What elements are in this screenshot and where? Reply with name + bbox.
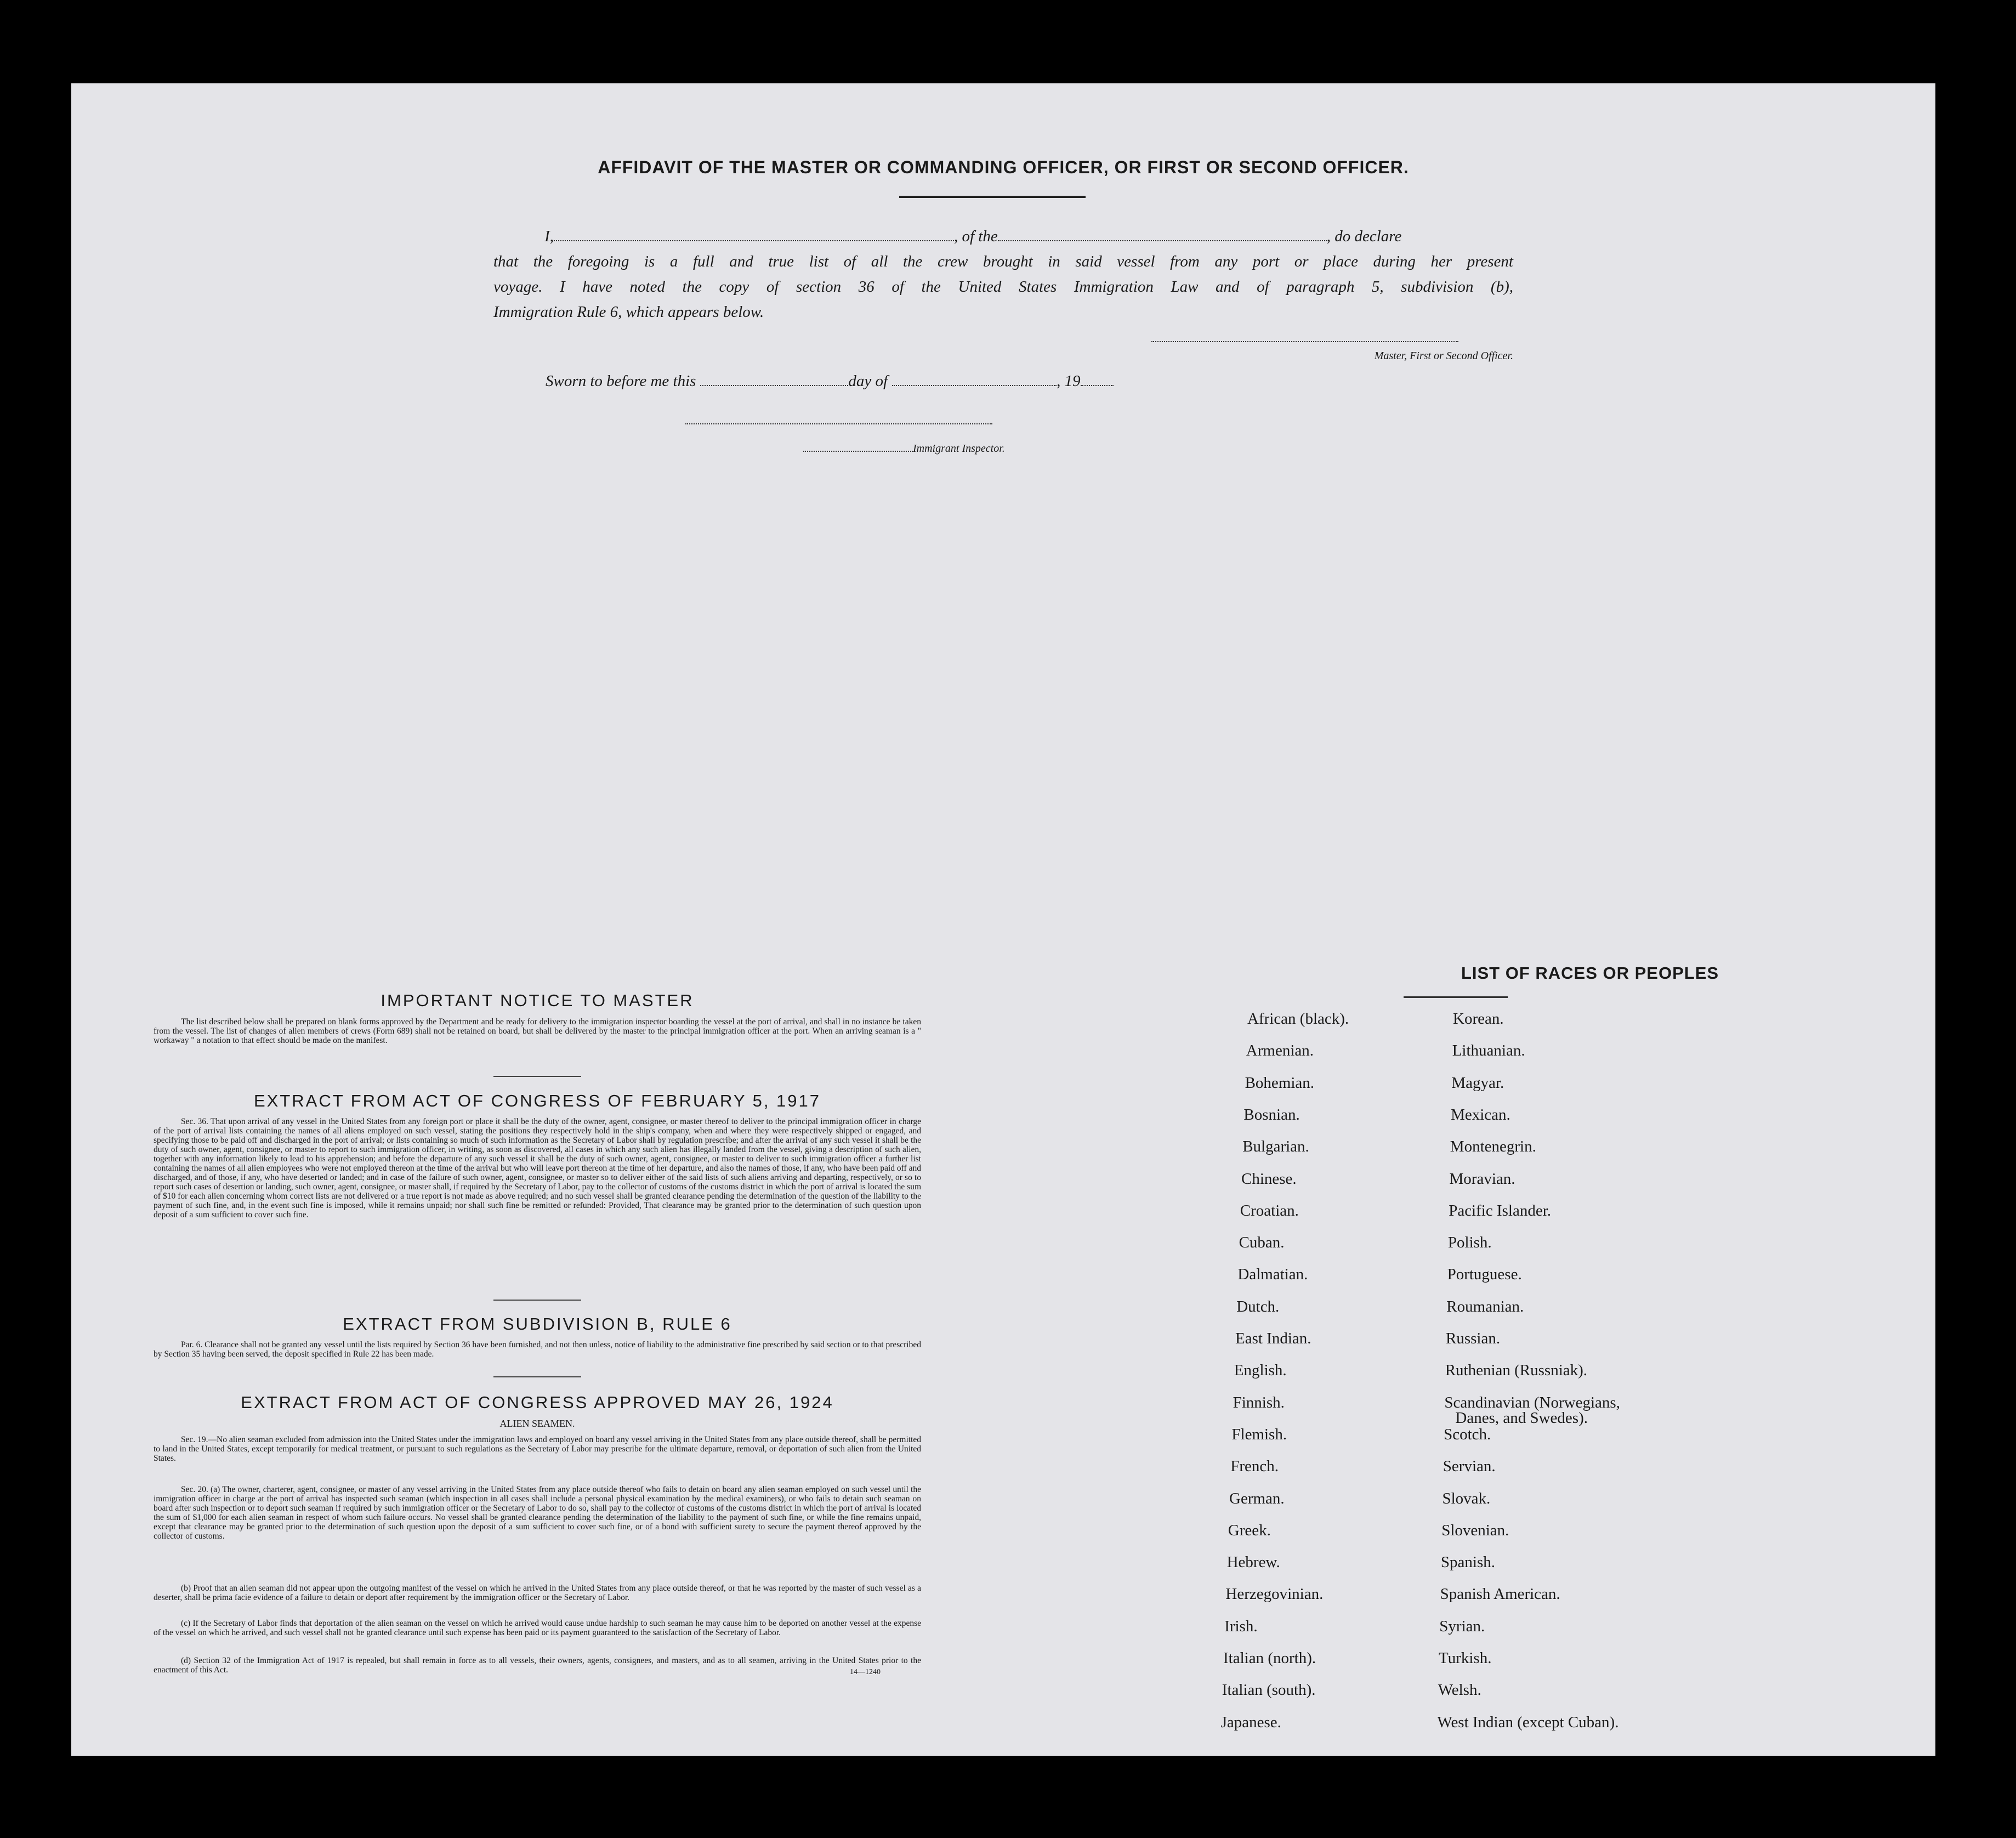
race-item: Armenian. [1246, 1042, 1314, 1060]
inspector-label: Immigrant Inspector. [913, 443, 1005, 455]
race-item: English. [1234, 1362, 1287, 1380]
race-item: Herzegovinian. [1225, 1585, 1324, 1603]
race-item: Dutch. [1236, 1297, 1280, 1315]
race-item: Spanish. [1440, 1553, 1495, 1572]
divider [493, 1300, 581, 1301]
race-item: Polish. [1447, 1234, 1492, 1252]
sec20d-body: (d) Section 32 of the Immigration Act of 1917 is repealed, but shall remain in force as to all vessels, their owners, agents, consignees, and masters, and as to all seamen, arriving in the United States prior to the enactment of this Act. [154, 1656, 921, 1675]
divider [493, 1076, 581, 1077]
race-item: Korean. [1453, 1010, 1504, 1028]
document-page [71, 83, 1935, 1756]
divider [493, 1376, 581, 1377]
race-item: Mexican. [1451, 1105, 1510, 1124]
notice-text [154, 1017, 921, 1045]
affidavit-do-declare: , do declare [1326, 228, 1402, 245]
race-item: Slovenian. [1441, 1521, 1509, 1539]
blank-day [700, 385, 848, 386]
blank-name [554, 240, 954, 241]
notice-heading: IMPORTANT NOTICE TO MASTER [381, 991, 694, 1010]
sec20c-text [154, 1619, 921, 1637]
extract-1917-heading: EXTRACT FROM ACT OF CONGRESS OF FEBRUARY 5, 1917 [253, 1091, 821, 1110]
race-item: Chinese. [1241, 1170, 1297, 1188]
race-item: Scotch. [1444, 1425, 1491, 1443]
affidavit-line-3: voyage. I have noted the copy of section 36 of the United States Immigration Law and of paragraph 5, subdivision (b), [493, 278, 1513, 296]
extract-rule6-body: Par. 6. Clearance shall not be granted any vessel until the lists required by Section 36 have been furnished, and not then unless, notice of liability to the administrative fine prescribed by said section or to that prescribed by Section 35 having been served, the deposit specified in Rule 22 has been made. [154, 1340, 921, 1359]
race-item: Bosnian. [1243, 1105, 1300, 1124]
divider [1404, 996, 1508, 998]
race-item: Montenegrin. [1450, 1138, 1536, 1156]
extract-rule6-heading: EXTRACT FROM SUBDIVISION B, RULE 6 [343, 1314, 732, 1334]
race-item: Bohemian. [1245, 1074, 1315, 1092]
race-item: French. [1230, 1457, 1279, 1476]
master-signature-label: Master, First or Second Officer. [1374, 350, 1513, 362]
race-item: Moravian. [1449, 1170, 1515, 1188]
race-item: West Indian (except Cuban). [1437, 1713, 1619, 1731]
race-item: Slovak. [1442, 1489, 1491, 1507]
race-item: Roumanian. [1446, 1297, 1524, 1315]
affidavit-of-the: , of the [954, 228, 998, 245]
race-item: Syrian. [1439, 1617, 1485, 1635]
divider [899, 196, 1086, 198]
sec19-body: Sec. 19.—No alien seaman excluded from admission into the United States under the immigration laws and employed on board any vessel arriving in the United States from any place outside thereof, shall be permitted to land in the United States, except temporarily for medical treatment, or pursuant to such regulations as the Secretary of Labor may prescribe for the ultimate departure, removal, or deportation of such alien from the United States. [154, 1435, 921, 1463]
sec20a-body: Sec. 20. (a) The owner, charterer, agent, consignee, or master of any vessel arriving in the United States from any place outside thereof who fails to detain on board any alien seaman employed on such vessel until the immigration officer in charge at the port of arrival has inspected such seaman (which inspection in all cases shall include a personal physical examination by the medical examiners), or who fails to detain such seaman on board after such inspection or to deport such seaman if required by such immigration officer or the Secretary of Labor to do so, shall pay to the collector of customs of the customs district in which the port of arrival is located the sum of $1,000 for each alien seaman in respect of whom such failure occurs. No vessel shall be granted clearance pending the determination of the liability to the payment of such fine, or while the fine remains unpaid, except that clearance may be granted prior to the determination of such question upon the deposit of a sum sufficient to cover such fine, or of a bond with sufficient surety to secure the payment thereof approved by the collector of customs. [154, 1485, 921, 1541]
race-item: Ruthenian (Russniak). [1445, 1362, 1588, 1380]
race-item: Servian. [1443, 1457, 1496, 1476]
blank-year [1081, 385, 1114, 386]
race-item: Irish. [1224, 1617, 1258, 1635]
inspector-signature [803, 443, 1005, 455]
race-item: Flemish. [1231, 1425, 1287, 1443]
races-heading: LIST OF RACES OR PEOPLES [1461, 963, 1719, 983]
extract-1917-body: Sec. 36. That upon arrival of any vessel in the United States from any foreign port or place it shall be the duty of the owner, agent, consignee, or master thereof to deliver to the principal immigration officer in charge of the port of arrival lists containing the names of all aliens employed on such vessel, stating the positions they respectively hold in the ship's company, when and where they were respectively shipped or engaged, and specifying those to be paid off and discharged in the port of arrival; or lists containing so much of such information as the Secretary of Labor shall by regulation prescribe; and after the arrival of any such vessel it shall be the duty of such owner, agent, consignee, or master to report to such immigration officer, in writing, as soon as discovered, all cases in which any such alien has illegally landed from the vessel, giving a description of such alien, together with any information likely to lead to his apprehension; and before the departure of any such vessel it shall be the duty of such owner, agent, consignee, or master to deliver to such immigration officer a further list containing the names of all alien employees who were not employed thereon at the time of the arrival but who will leave port thereon at the time of her departure, and also the names of those, if any, who have been paid off and discharged, and of those, if any, who have deserted or landed; and in case of the failure of such owner, agent, consignee, or master so to deliver either of the said lists of such aliens arriving and departing, respectively, or so to report such cases of desertion or landing, such owner, agent, consignee, or master shall, if required by the Secretary of Labor, pay to the collector of customs of the customs district in which the port of arrival is located the sum of $10 for each alien concerning whom correct lists are not delivered or a true report is not made as above required; and no such vessel shall be granted clearance pending the determination of the question of the liability to the payment of such fine, and, in the event such fine is imposed, while it remains unpaid; nor shall such fine be remitted or refunded: Provided, That clearance may be granted prior to the determination of such question upon deposit of a sum sufficient to cover such fine. [154, 1117, 921, 1219]
affidavit-title: AFFIDAVIT OF THE MASTER OR COMMANDING OFFICER, OR FIRST OR SECOND OFFICER. [598, 157, 1409, 177]
sec20d-text [154, 1656, 921, 1675]
race-item: Bulgarian. [1242, 1138, 1309, 1156]
race-item: Pacific Islander. [1449, 1201, 1552, 1219]
sworn-year: , 19 [1057, 372, 1081, 390]
sec20c-body: (c) If the Secretary of Labor finds that deportation of the alien seaman on the vessel on which he arrived would cause undue hardship to such seaman he may cause him to be deported on another vessel at the expense of the vessel on which he arrived, and such vessel shall not be granted clearance until such expense has been paid or its payment guaranteed to the satisfaction of the Secretary of Labor. [154, 1619, 921, 1637]
race-item: Danes, and Swedes). [1455, 1409, 1588, 1427]
extract-rule6-text [154, 1340, 921, 1359]
race-item: East Indian. [1235, 1330, 1311, 1347]
sworn-day-of: day of [848, 372, 888, 390]
race-item: Turkish. [1439, 1649, 1492, 1667]
form-number: 14—1240 [850, 1668, 881, 1676]
sec20b-text [154, 1584, 921, 1602]
race-item: Greek. [1228, 1521, 1271, 1539]
alien-seamen-subheading: ALIEN SEAMEN. [499, 1418, 575, 1429]
race-item: German. [1229, 1489, 1285, 1507]
race-item: Dalmatian. [1237, 1266, 1308, 1284]
race-item: Scandinavian (Norwegians, [1444, 1393, 1620, 1411]
race-item: Italian (south). [1222, 1681, 1316, 1699]
race-item: Magyar. [1451, 1074, 1504, 1092]
race-item: Welsh. [1438, 1681, 1481, 1699]
signature-line-master [1151, 341, 1458, 342]
race-item: Italian (north). [1223, 1649, 1316, 1667]
signature-line-inspector [685, 423, 992, 424]
race-item: Finnish. [1233, 1393, 1285, 1411]
sec20b-body: (b) Proof that an alien seaman did not appear upon the outgoing manifest of the vessel on which he arrived in the United States from any place outside thereof, or that he was reported by the master of such vessel as a deserter, shall be prima facie evidence of a failure to detain or deport after requirement by the immigration officer or the Secretary of Labor. [154, 1584, 921, 1602]
sec20a-text [154, 1485, 921, 1541]
race-item: Spanish American. [1440, 1585, 1560, 1603]
race-item: Hebrew. [1226, 1553, 1280, 1572]
affidavit-line-1 [493, 224, 1513, 249]
blank-inspector [803, 451, 913, 452]
blank-month [892, 385, 1057, 386]
race-item: Cuban. [1239, 1234, 1285, 1252]
affidavit-line-4: Immigration Rule 6, which appears below. [493, 303, 764, 321]
extract-1917-text [154, 1117, 921, 1219]
affidavit-i: I, [544, 228, 554, 245]
notice-body: The list described below shall be prepared on blank forms approved by the Department and be ready for delivery to the immigration inspector boarding the vessel at the port of arrival, and shall in no instance be taken from the vessel. The list of changes of alien members of crews (Form 689) shall not be retained on board, but shall be delivered by the master to the principal immigration officer at the port. When an arriving seaman is a " workaway " a notation to that effect should be made on the manifest. [154, 1017, 921, 1045]
race-item: African (black). [1247, 1010, 1349, 1028]
race-item: Lithuanian. [1452, 1042, 1525, 1060]
extract-1924-heading: EXTRACT FROM ACT OF CONGRESS APPROVED MAY 26, 1924 [241, 1393, 834, 1412]
race-item: Croatian. [1240, 1201, 1299, 1219]
race-item: Russian. [1446, 1330, 1501, 1347]
sec19-text [154, 1435, 921, 1463]
sworn-text: Sworn to before me this [546, 372, 696, 390]
affidavit-line-2: that the foregoing is a full and true list of all the crew brought in said vessel from any port or place during her present [493, 253, 1513, 270]
race-item: Portuguese. [1447, 1266, 1522, 1284]
blank-vessel [998, 240, 1327, 241]
race-item: Japanese. [1220, 1713, 1281, 1731]
sworn-line [546, 368, 1313, 394]
